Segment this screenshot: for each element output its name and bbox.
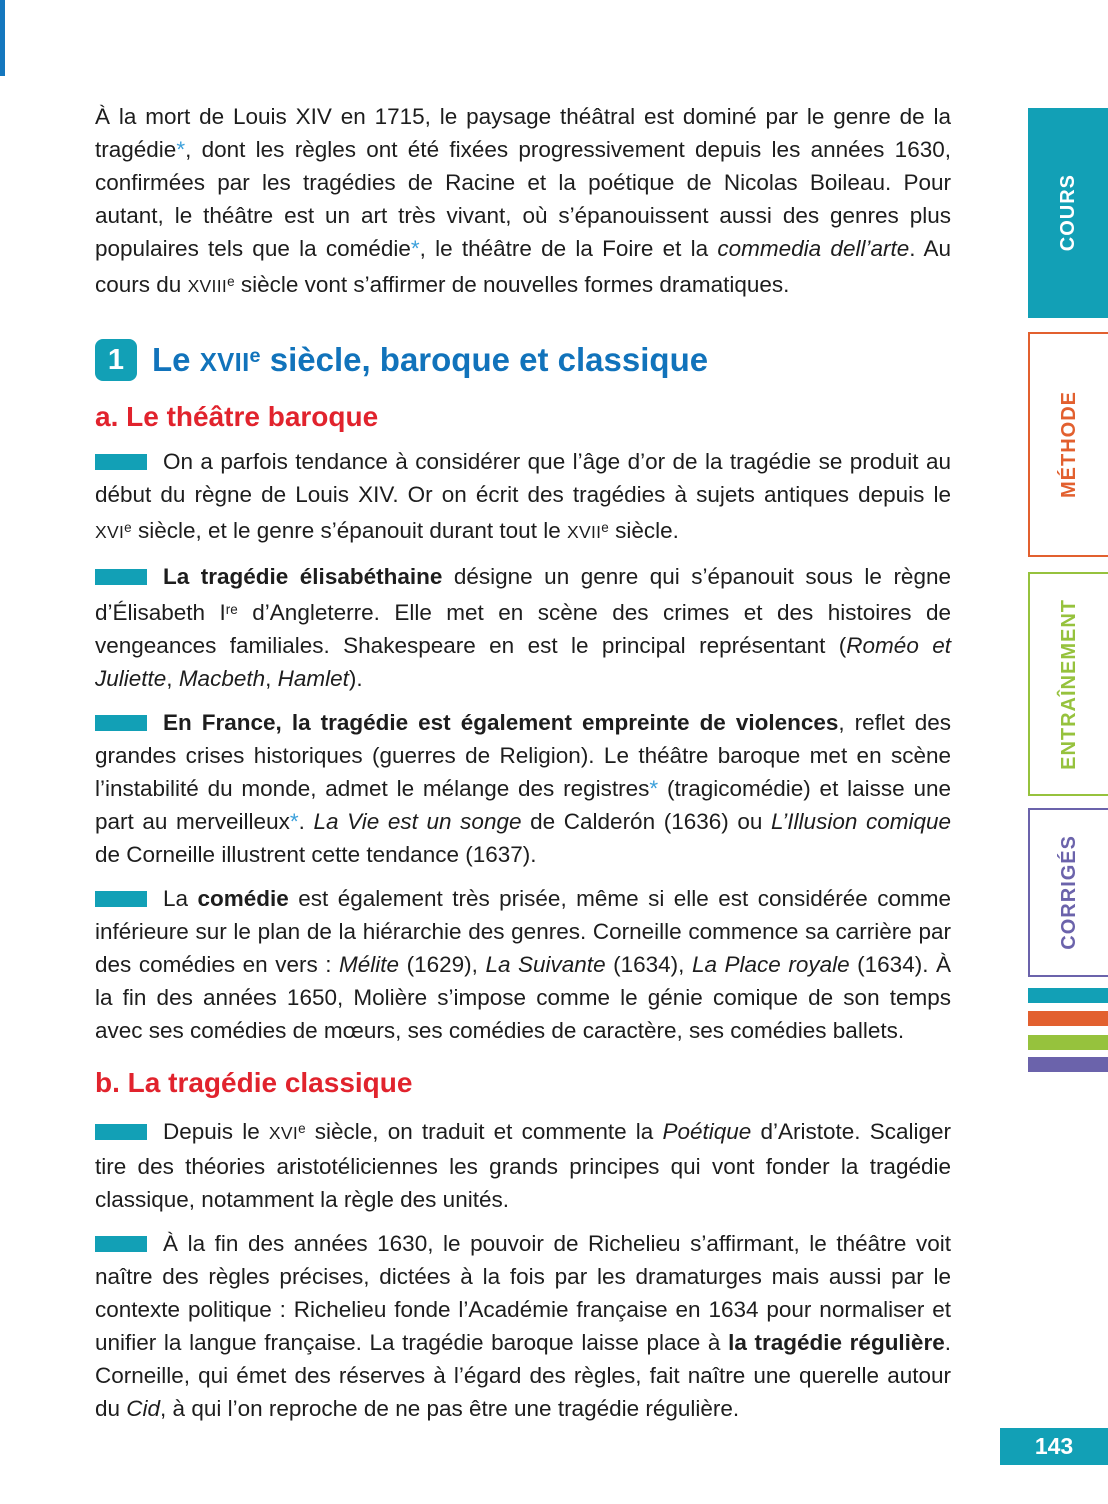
sidebar-tab-entrainement[interactable]: [1028, 572, 1108, 796]
color-bar-orange: [1028, 1011, 1108, 1026]
section-title: Le XVIIe siècle, baroque et classique: [152, 340, 709, 378]
paragraph-text: Depuis le XVIe siècle, on traduit et commente la Poétique d’Aristote. Scaliger tire des théories aristotéliciennes les grands principes qui vont fonder la tragédie classique, notamment la règle des unités.: [95, 1118, 951, 1212]
sidebar-tab-methode[interactable]: [1028, 332, 1108, 557]
bullet-bar-icon: [95, 454, 147, 470]
paragraph: [95, 1227, 951, 1425]
section-number-badge: 1: [95, 339, 137, 381]
tab-label-cours: COURS: [1056, 174, 1079, 252]
paragraph: [95, 1112, 951, 1216]
paragraph-text: À la fin des années 1630, le pouvoir de Richelieu s’affirmant, le théâtre voit naître des règles précises, dictées à la fois par les dramaturges mais aussi par le contexte politique : Richelieu fonde l’Académie française en 1634 pour normaliser et unifier la langue française. La tragédie baroque laisse place à la tragédie régulière. Corneille, qui émet des réserves à l’égard des règles, fait naître une querelle autour du Cid, à qui l’on reproche de ne pas être une tragédie régulière.: [95, 1230, 951, 1421]
main-content: [95, 100, 951, 1425]
subsection-heading-b: b. La tragédie classique: [95, 1067, 413, 1099]
sidebar-tab-corriges[interactable]: [1028, 808, 1108, 977]
paragraph-text: La tragédie élisabéthaine désigne un genre qui s’épanouit sous le règne d’Élisabeth Ire d’Angleterre. Elle met en scène des crimes et des histoires de vengeances familiales. Shakespeare en est le principal représentant (Roméo et Juliette, Macbeth, Hamlet).: [95, 564, 951, 692]
paragraph: [95, 445, 951, 549]
intro-paragraph: À la mort de Louis XIV en 1715, le paysage théâtral est dominé par le genre de la tragédie*, dont les règles ont été fixées progressivement depuis les années 1630, confirmées par les tragédies de Racine et la poétique de Nicolas Boileau. Pour autant, le théâtre est un art très vivant, où s’épanouissent aussi des genres plus populaires tels que la comédie*, le théâtre de la Foire et la commedia dell’arte. Au cours du XVIIIe siècle vont s’affirmer de nouvelles formes dramatiques.: [95, 104, 951, 298]
paragraph-text: La comédie est également très prisée, même si elle est considérée comme inférieure sur le plan de la hiérarchie des genres. Corneille commence sa carrière par des comédies en vers : Mélite (1629), La Suivante (1634), La Place royale (1634). À la fin des années 1650, Molière s’impose comme le génie comique de son temps avec ses comédies de mœurs, ses comédies de caractère, ses comédies ballets.: [95, 886, 952, 1044]
paragraph: [95, 706, 951, 871]
bullet-bar-icon: [95, 891, 147, 907]
paragraph: [95, 560, 951, 695]
tab-label-entrainement: ENTRAÎNEMENT: [1057, 598, 1080, 770]
bullet-bar-icon: [95, 715, 147, 731]
paragraph-text: En France, la tragédie est également empreinte de violences, reflet des grandes crises historiques (guerres de Religion). Le théâtre baroque met en scène l’instabilité du monde, admet le mélange des registres* (tragicomédie) et laisse une part au merveilleux*. La Vie est un songe de Calderón (1636) ou L’Illusion comique de Corneille illustrent cette tendance (1637).: [95, 710, 952, 868]
paragraph: [95, 882, 951, 1047]
top-left-accent-bar: [0, 0, 5, 76]
bullet-bar-icon: [95, 1236, 147, 1252]
tab-label-corriges: CORRIGÉS: [1057, 835, 1080, 950]
bullet-bar-icon: [95, 1124, 147, 1140]
paragraph-text: On a parfois tendance à considérer que l’âge d’or de la tragédie se produit au début du règne de Louis XIV. Or on écrit des tragédies à sujets antiques depuis le XVIe siècle, et le genre s’épanouit durant tout le XVIIe siècle.: [95, 449, 951, 544]
color-bar-teal: [1028, 988, 1108, 1003]
tab-label-methode: MÉTHODE: [1057, 391, 1080, 498]
sidebar-tab-cours[interactable]: [1028, 108, 1108, 318]
subsection-heading-a: a. Le théâtre baroque: [95, 401, 379, 433]
color-bar-purple: [1028, 1057, 1108, 1072]
color-bar-green: [1028, 1035, 1108, 1050]
section-heading: [95, 339, 951, 381]
page-number-badge: [1000, 1428, 1108, 1465]
bullet-bar-icon: [95, 569, 147, 585]
page-number: 143: [1034, 1433, 1074, 1459]
